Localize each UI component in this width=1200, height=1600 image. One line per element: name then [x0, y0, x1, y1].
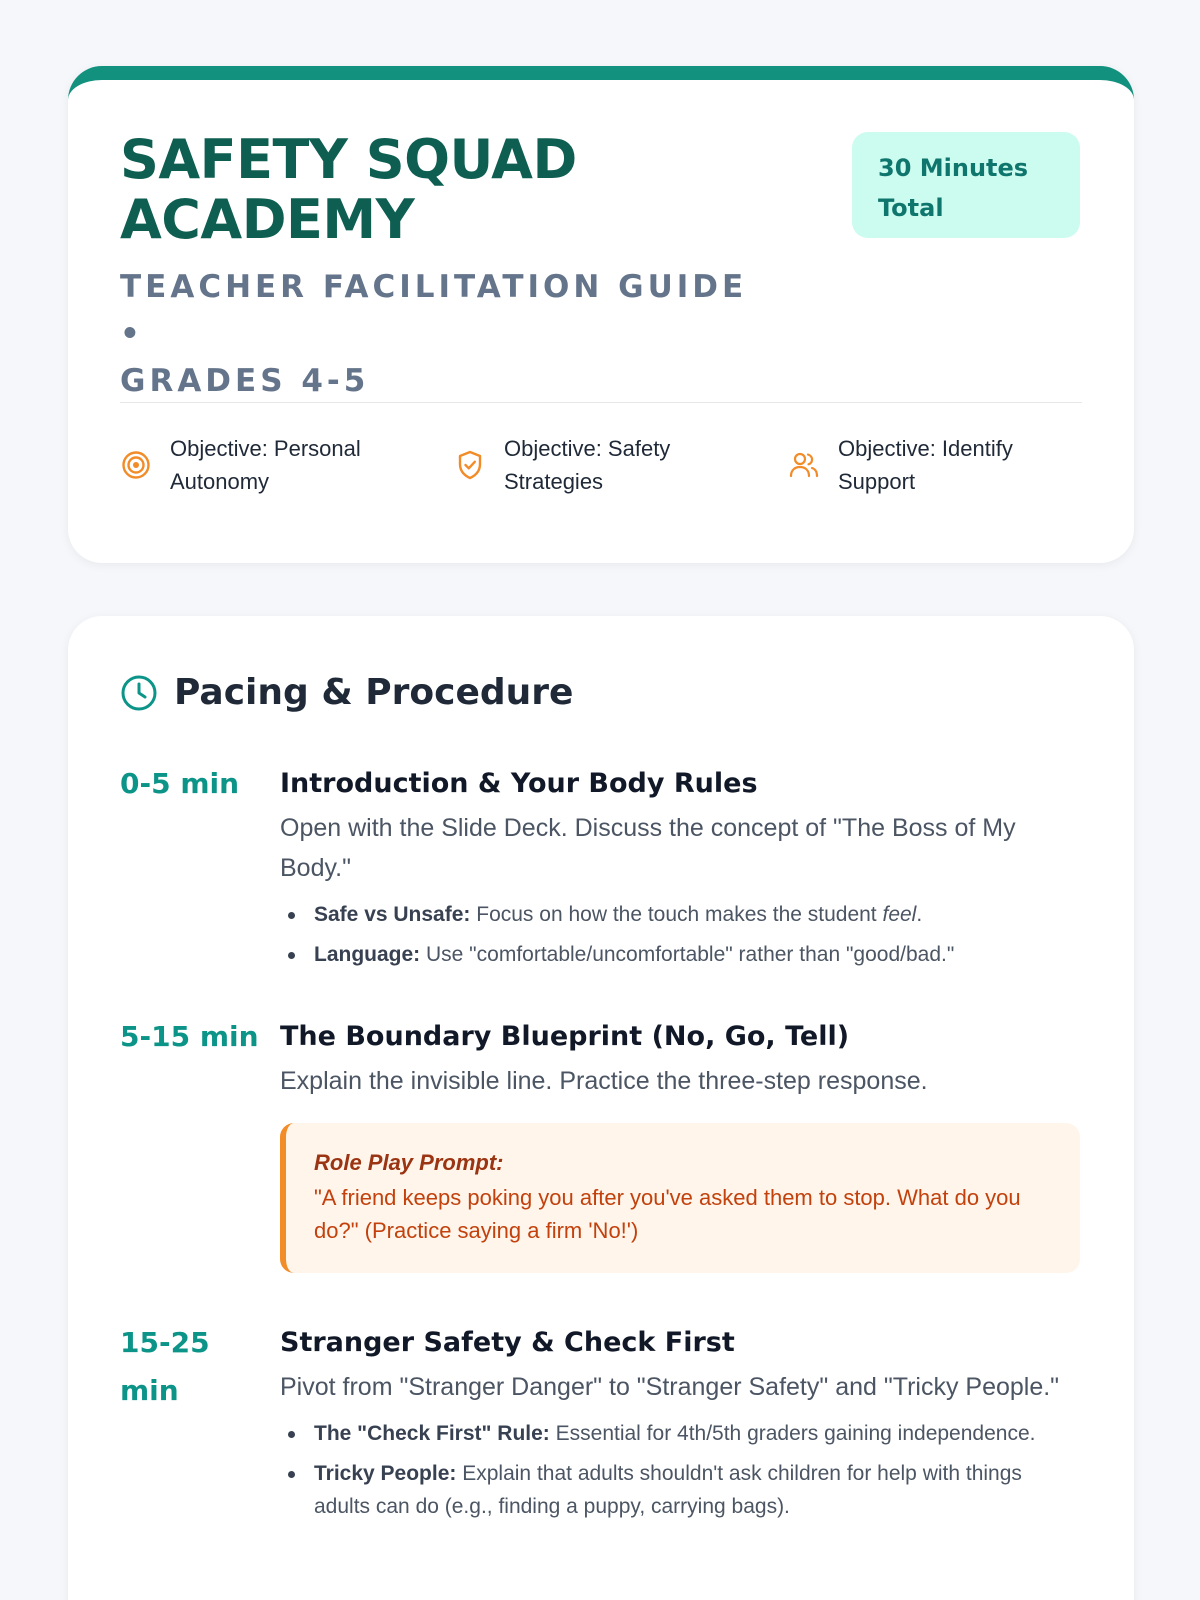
header-divider [120, 402, 1082, 403]
duration-line-1: 30 Minutes [878, 154, 1029, 182]
objective-safety-strategies [454, 432, 734, 498]
subtitle-line-2: GRADES 4-5 [120, 363, 370, 399]
step-time: 0-5 min [120, 767, 240, 800]
clock-icon [120, 674, 158, 712]
step-title: Stranger Safety & Check First [280, 1327, 735, 1358]
users-icon [788, 449, 820, 481]
step-bullet-list [280, 898, 1080, 971]
objective-label-line-2: Strategies [504, 469, 604, 494]
header-card [68, 66, 1134, 563]
subtitle-line-1: TEACHER FACILITATION GUIDE • [120, 269, 748, 352]
step-description: Explain the invisible line. Practice the three-step response. [280, 1067, 928, 1095]
duration-badge [852, 132, 1080, 238]
objective-label-line-1: Objective: Personal [170, 436, 361, 461]
section-title: Pacing & Procedure [174, 672, 574, 713]
step-time: 5-15 min [120, 1020, 259, 1053]
objective-label-line-2: Support [838, 469, 916, 494]
objective-personal-autonomy [120, 432, 400, 498]
bullet-label: Language: [314, 943, 421, 966]
target-icon [120, 449, 152, 481]
objective-label-line-1: Objective: Identify [838, 436, 1013, 461]
objective-identify-support [788, 432, 1068, 498]
step-description: Open with the Slide Deck. Discuss the concept of "The Boss of My Body." [280, 814, 1016, 882]
roleplay-label: Role Play Prompt: [314, 1150, 504, 1175]
pacing-section-header [120, 672, 573, 713]
step-title: Introduction & Your Body Rules [280, 768, 758, 799]
step-time: 15-25 min [120, 1326, 210, 1407]
list-item: The "Check First" Rule: Essential for 4th/5th graders gaining independence. [280, 1417, 1080, 1450]
pacing-card [68, 616, 1134, 1600]
page-title [120, 130, 680, 250]
objectives-list [120, 432, 1080, 512]
step-title: The Boundary Blueprint (No, Go, Tell) [280, 1021, 850, 1052]
roleplay-text: "A friend keeps poking you after you've asked them to stop. What do you do?" (Practice saying a firm 'No!') [314, 1185, 1021, 1243]
bullet-label: Tricky People: [314, 1462, 457, 1485]
shield-check-icon [454, 449, 486, 481]
step-description: Pivot from "Stranger Danger" to "Stranger Safety" and "Tricky People." [280, 1373, 1060, 1401]
title-line-1: SAFETY SQUAD [120, 128, 577, 191]
bullet-label: The "Check First" Rule: [314, 1422, 550, 1445]
roleplay-callout [280, 1123, 1080, 1273]
title-line-2: ACADEMY [120, 188, 415, 251]
list-item: Safe vs Unsafe: Focus on how the touch makes the student feel. [280, 898, 1080, 931]
page-subtitle [120, 264, 760, 405]
duration-line-2: Total [878, 194, 944, 222]
objective-label-line-2: Autonomy [170, 469, 270, 494]
bullet-label: Safe vs Unsafe: [314, 903, 471, 926]
list-item: Language: Use "comfortable/uncomfortable" rather than "good/bad." [280, 938, 1080, 971]
step-bullet-list [280, 1417, 1080, 1523]
objective-label-line-1: Objective: Safety [504, 436, 671, 461]
list-item: Tricky People: Explain that adults shouldn't ask children for help with things adults can do (e.g., finding a puppy, carrying bags). [280, 1457, 1080, 1523]
